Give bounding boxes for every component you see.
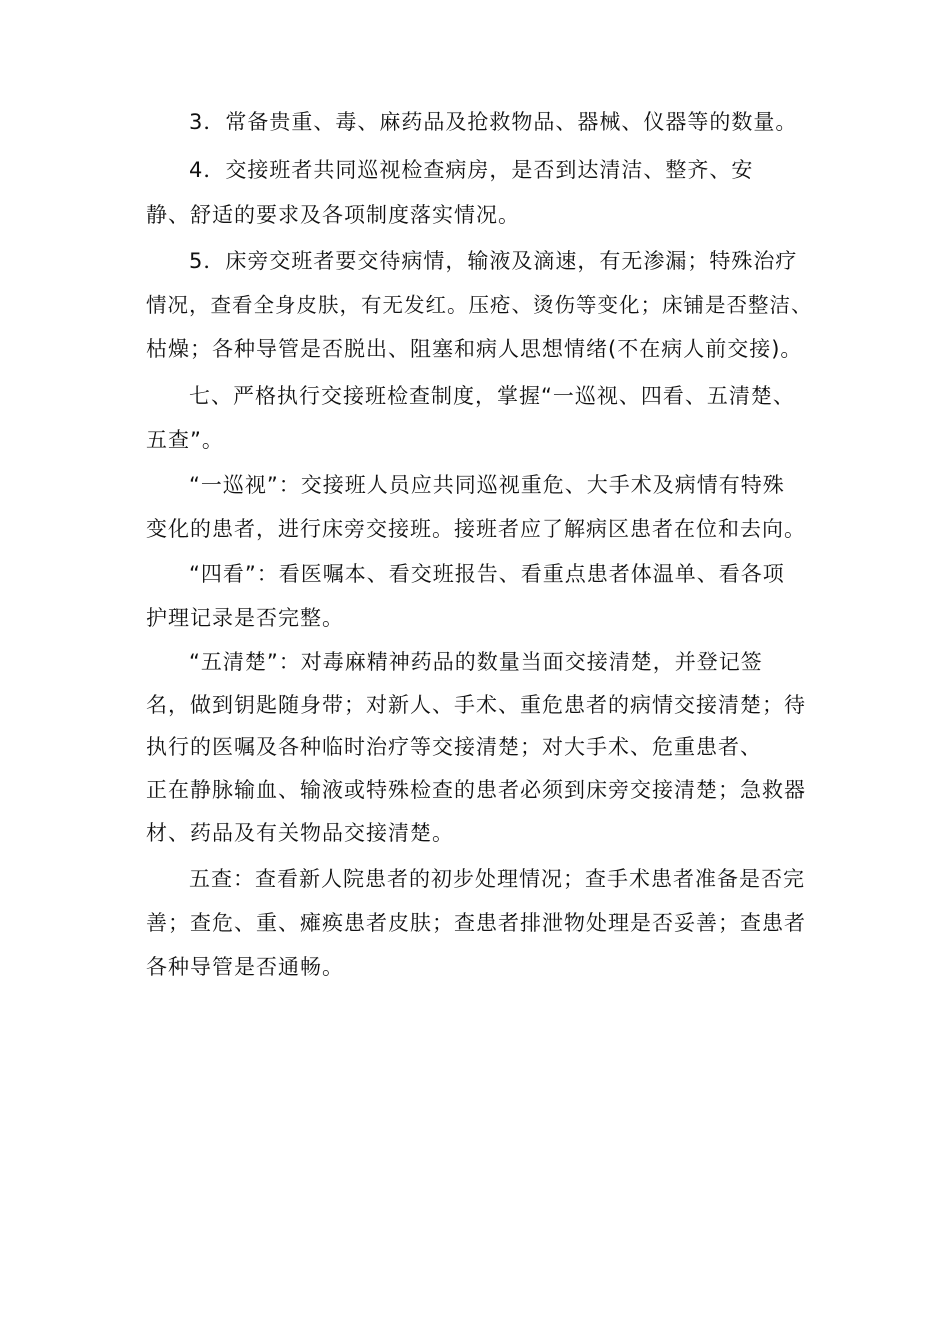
text-line: “四看”：看医嘱本、看交班报告、看重点患者体温单、看各项 — [189, 562, 785, 586]
text-line: 情况，查看全身皮肤，有无发红。压疮、烫伤等变化；床铺是否整洁、 — [146, 293, 813, 317]
text-line: 七、严格执行交接班检查制度，掌握“一巡视、四看、五清楚、 — [189, 384, 795, 408]
text-line: 五查：查看新人院患者的初步处理情况；查手术患者准备是否完 — [189, 867, 805, 891]
text-line: 枯燥；各种导管是否脱出、阻塞和病人思想情绪(不在病人前交接)。 — [146, 337, 803, 361]
text-line: 五查”。 — [146, 428, 224, 452]
text-line: 3．常备贵重、毒、麻药品及抢救物品、器械、仪器等的数量。 — [189, 110, 798, 134]
text-line: 正在静脉输血、输液或特殊检查的患者必须到床旁交接清楚；急救器 — [146, 778, 806, 802]
text-line: 名，做到钥匙随身带；对新人、手术、重危患者的病情交接清楚；待 — [146, 693, 806, 717]
text-line: 变化的患者，进行床旁交接班。接班者应了解病区患者在位和去向。 — [146, 517, 806, 541]
text-line: 5．床旁交班者要交待病情，输液及滴速，有无渗漏；特殊治疗 — [189, 249, 798, 273]
text-line: 静、舒适的要求及各项制度落实情况。 — [146, 203, 520, 227]
text-line: “一巡视”：交接班人员应共同巡视重危、大手术及病情有特殊 — [189, 473, 785, 497]
text-line: 护理记录是否完整。 — [146, 606, 344, 630]
text-line: 善；查危、重、瘫痪患者皮肤；查患者排泄物处理是否妥善；查患者 — [146, 911, 806, 935]
text-line: “五清楚”：对毒麻精神药品的数量当面交接清楚，并登记签 — [189, 650, 763, 674]
text-line: 4．交接班者共同巡视检查病房，是否到达清洁、整齐、安 — [189, 158, 754, 182]
text-line: 执行的医嘱及各种临时治疗等交接清楚；对大手术、危重患者、 — [146, 735, 762, 759]
text-line: 各种导管是否通畅。 — [146, 955, 344, 979]
text-line: 材、药品及有关物品交接清楚。 — [146, 821, 454, 845]
